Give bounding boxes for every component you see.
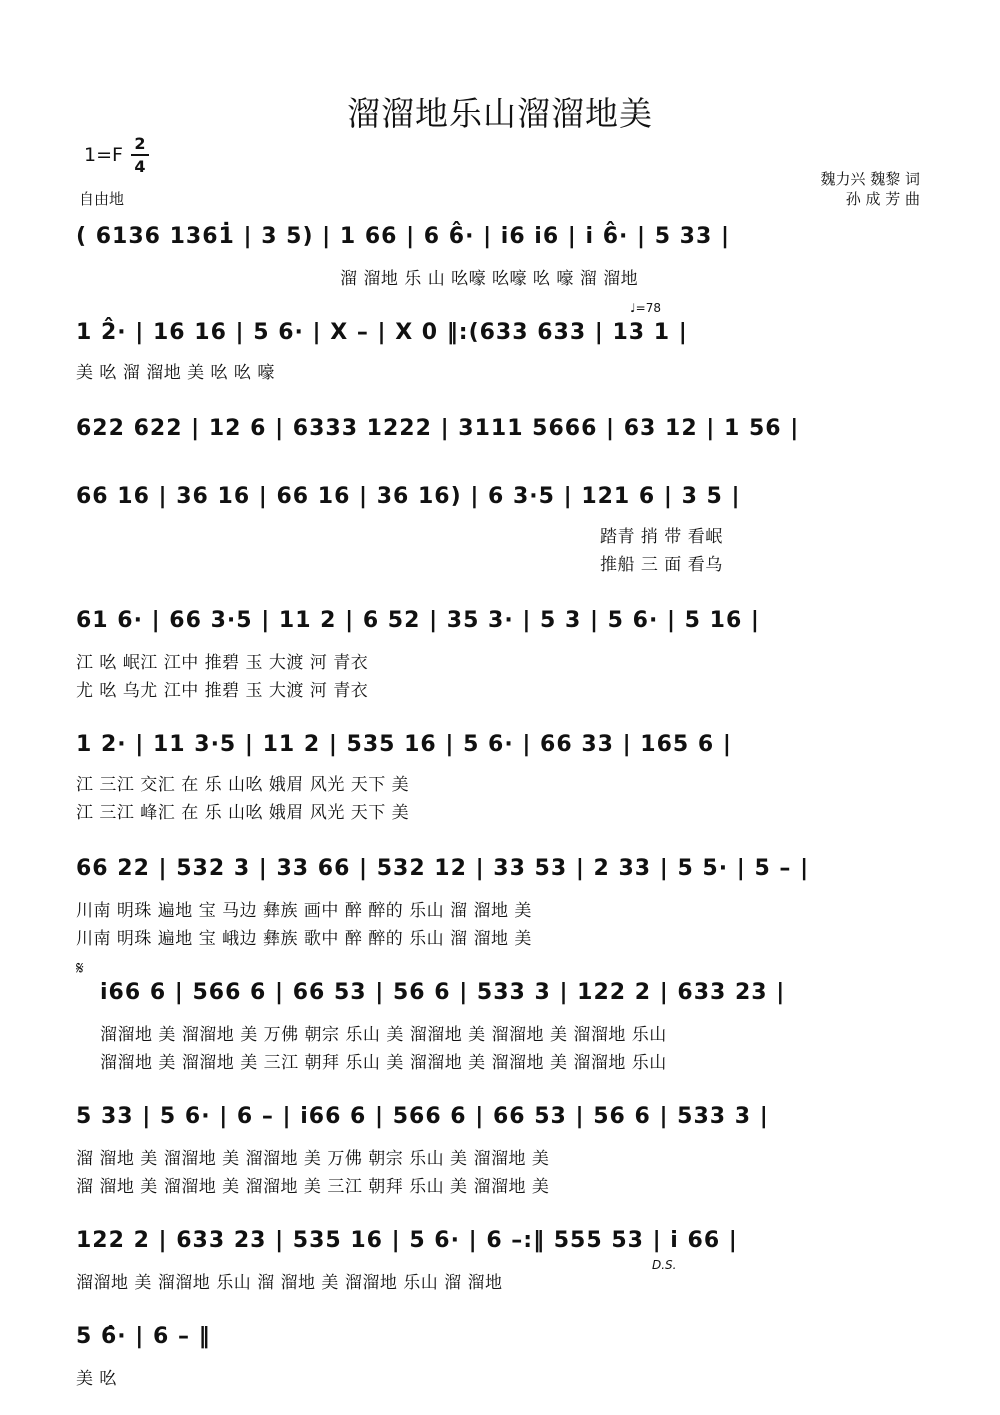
lyric-line: 推船 三 面 看乌: [600, 555, 723, 575]
score-system-2: 1 2̂· | 16 16 | 5 6· | X – | X 0 ‖:(633 633 | 13 1 |: [76, 320, 688, 345]
lyric-line: 江 三江 交汇 在 乐 山吆 娥眉 风光 天下 美: [76, 775, 410, 795]
score-system-7: 66 22 | 532 3 | 33 66 | 532 12 | 33 53 | 2 33 | 5 5· | 5 – |: [76, 856, 810, 881]
lyric-line: 踏青 捎 带 看岷: [600, 527, 723, 547]
lyric-line: 川南 明珠 遍地 宝 峨边 彝族 歌中 醉 醉的 乐山 溜 溜地 美: [76, 929, 532, 949]
score-system-9: 5 33 | 5 6· | 6 – | i66 6 | 566 6 | 66 53 | 56 6 | 533 3 |: [76, 1104, 769, 1129]
lyric-line: 溜溜地 美 溜溜地 美 三江 朝拜 乐山 美 溜溜地 美 溜溜地 美 溜溜地 乐山: [100, 1053, 667, 1073]
key-signature: 1=F: [84, 144, 123, 166]
time-signature-bar: [131, 154, 149, 156]
segno-sign: 𝄋: [76, 958, 84, 979]
lyric-line: 美 吆: [76, 1369, 117, 1389]
time-signature-top: 2: [134, 134, 146, 153]
lyric-line: 溜溜地 美 溜溜地 乐山 溜 溜地 美 溜溜地 乐山 溜 溜地: [76, 1273, 503, 1293]
score-system-10: 122 2 | 633 23 | 535 16 | 5 6· | 6 –:‖ 555 53 | i 66 |: [76, 1228, 738, 1253]
lyric-line: 江 三江 峰汇 在 乐 山吆 娥眉 风光 天下 美: [76, 803, 410, 823]
score-title: 溜溜地乐山溜溜地美: [347, 94, 653, 133]
lyric-line: 溜溜地 美 溜溜地 美 万佛 朝宗 乐山 美 溜溜地 美 溜溜地 美 溜溜地 乐山: [100, 1025, 667, 1045]
lyric-line: 美 吆 溜 溜地 美 吆 吆 嚎: [76, 363, 275, 383]
lyricist-credit: 魏力兴 魏黎 词: [820, 170, 920, 188]
lyric-line: 川南 明珠 遍地 宝 马边 彝族 画中 醉 醉的 乐山 溜 溜地 美: [76, 901, 532, 921]
score-system-8: i66 6 | 566 6 | 66 53 | 56 6 | 533 3 | 122 2 | 633 23 |: [100, 980, 786, 1005]
ds-mark: D.S.: [652, 1258, 677, 1272]
score-system-3: 622 622 | 12 6 | 6333 1222 | 3111 5666 | 63 12 | 1 56 |: [76, 416, 800, 441]
lyric-line: 江 吆 岷江 江中 推碧 玉 大渡 河 青衣: [76, 653, 369, 673]
composer-credit: 孙 成 芳 曲: [845, 190, 920, 208]
time-signature-bottom: 4: [134, 157, 146, 176]
tempo-mark: ♩=78: [630, 301, 661, 315]
lyric-line: 尤 吆 乌尤 江中 推碧 玉 大渡 河 青衣: [76, 681, 369, 701]
score-system-6: 1 2· | 11 3·5 | 11 2 | 535 16 | 5 6· | 66 33 | 165 6 |: [76, 732, 732, 757]
tempo-marking: 自由地: [79, 190, 125, 208]
score-system-1: ( 6136 1361̇ | 3 5) | 1 66 | 6 6̂· | i6 i6 | i 6̂· | 5 33 |: [76, 224, 730, 249]
score-system-4: 66 16 | 36 16 | 66 16 | 36 16) | 6 3·5 | 121 6 | 3 5 |: [76, 484, 741, 509]
lyric-line: 溜 溜地 美 溜溜地 美 溜溜地 美 万佛 朝宗 乐山 美 溜溜地 美: [76, 1149, 550, 1169]
score-system-5: 61 6· | 66 3·5 | 11 2 | 6 52 | 35 3· | 5 3 | 5 6· | 5 16 |: [76, 608, 760, 633]
lyric-line: 溜 溜地 乐 山 吆嚎 吆嚎 吆 嚎 溜 溜地: [340, 269, 639, 289]
lyric-line: 溜 溜地 美 溜溜地 美 溜溜地 美 三江 朝拜 乐山 美 溜溜地 美: [76, 1177, 550, 1197]
time-signature: [131, 134, 149, 176]
score-system-11: 5 6̂· | 6 – ‖: [76, 1324, 211, 1349]
